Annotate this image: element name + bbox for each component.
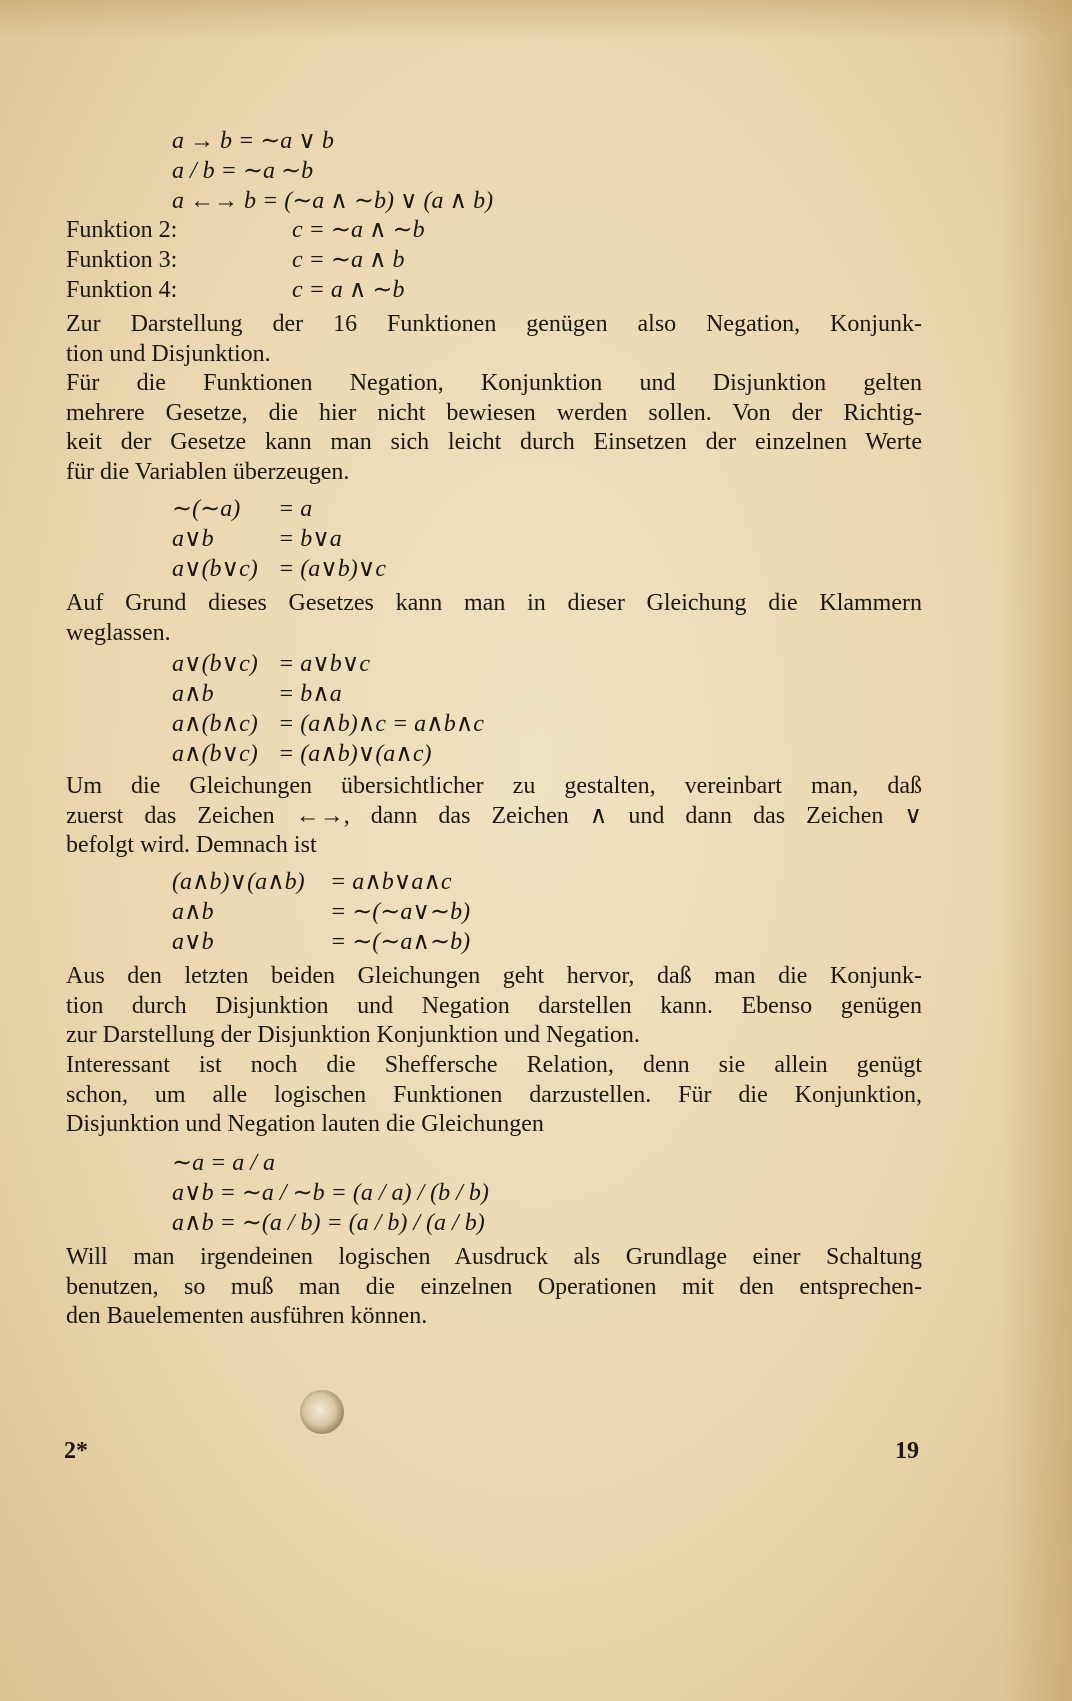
text-line: Für die Funktionen Negation, Konjunktion und Disjunktion gelten — [66, 370, 922, 396]
law-right: = ∼(∼a∧∼b) — [330, 929, 471, 955]
law-left: a∧b — [172, 681, 214, 707]
text-line: Auf Grund dieses Gesetzes kann man in dieser Gleichung die Klammern — [66, 590, 922, 616]
signature-mark: 2* — [64, 1438, 88, 1464]
function-formula: c = ∼a ∧ b — [292, 247, 405, 273]
text-line: Um die Gleichungen übersichtlicher zu gestalten, vereinbart man, daß — [66, 773, 922, 799]
page-number: 19 — [895, 1438, 919, 1464]
function-formula: c = a ∧ ∼b — [292, 277, 405, 303]
function-formula: c = ∼a ∧ ∼b — [292, 217, 425, 243]
text-line: tion durch Disjunktion und Negation darstellen kann. Ebenso genügen — [66, 992, 922, 1019]
sheffer-equation: a∧b = ∼(a / b) = (a / b) / (a / b) — [172, 1210, 485, 1236]
text-line: mehrere Gesetze, die hier nicht bewiesen werden sollen. Von der Richtig- — [66, 399, 922, 426]
law-left: a∨(b∨c) — [172, 556, 258, 582]
text-line: Disjunktion und Negation lauten die Gleichungen — [66, 1111, 544, 1137]
formula-sheffer: a / b = ∼a ∼b — [172, 158, 314, 184]
paper-hole — [300, 1390, 344, 1434]
text-line: zur Darstellung der Disjunktion Konjunktion und Negation. — [66, 1022, 640, 1048]
text-line: Zur Darstellung der 16 Funktionen genügen also Negation, Konjunk- — [66, 311, 922, 337]
function-label: Funktion 2: — [66, 217, 178, 243]
page-edge-shadow — [1002, 0, 1072, 1701]
law-right: = b∧a — [278, 681, 342, 707]
sheffer-equation: a∨b = ∼a / ∼b = (a / a) / (b / b) — [172, 1180, 489, 1206]
text-line: weglassen. — [66, 619, 171, 646]
law-right: = ∼(∼a∨∼b) — [330, 899, 471, 925]
page-top-shadow — [0, 0, 1072, 40]
law-right: = a∨b∨c — [278, 651, 370, 677]
paragraph — [66, 310, 922, 369]
text-line: befolgt wird. Demnach ist — [66, 832, 317, 858]
formula-implication: a → b = ∼a ∨ b — [172, 128, 334, 154]
paragraph — [66, 772, 922, 861]
text-line: schon, um alle logischen Funktionen darzustellen. Für die Konjunktion, — [66, 1081, 922, 1108]
law-right: = a∧b∨a∧c — [330, 869, 452, 895]
law-left: a∨b — [172, 526, 214, 552]
function-label: Funktion 3: — [66, 247, 178, 273]
law-left: a∧b — [172, 899, 214, 925]
law-left: ∼(∼a) — [172, 496, 241, 522]
text-line: Will man irgendeinen logischen Ausdruck als Grundlage einer Schaltung — [66, 1244, 922, 1270]
law-left: a∧(b∧c) — [172, 711, 258, 737]
text-line: den Bauelementen ausführen können. — [66, 1303, 428, 1329]
law-right: = (a∧b)∧c = a∧b∧c — [278, 711, 484, 737]
sheffer-equation: ∼a = a / a — [172, 1150, 275, 1176]
text-line: keit der Gesetze kann man sich leicht durch Einsetzen der einzelnen Werte — [66, 429, 922, 455]
text-line: benutzen, so muß man die einzelnen Operationen mit den entsprechen- — [66, 1273, 922, 1300]
text-line: tion und Disjunktion. — [66, 340, 271, 367]
paragraph — [66, 962, 922, 1051]
paragraph — [66, 1243, 922, 1332]
law-right: = a — [278, 496, 313, 522]
paragraph — [66, 589, 922, 648]
paragraph — [66, 369, 922, 487]
law-left: a∧(b∨c) — [172, 741, 258, 767]
law-right: = (a∧b)∨(a∧c) — [278, 741, 432, 767]
formula-equivalence: a ←→ b = (∼a ∧ ∼b) ∨ (a ∧ b) — [172, 188, 494, 214]
text-line: Aus den letzten beiden Gleichungen geht hervor, daß man die Konjunk- — [66, 963, 922, 989]
law-right: = (a∨b)∨c — [278, 556, 386, 582]
law-left: a∨b — [172, 929, 214, 955]
text-line: zuerst das Zeichen ←→, dann das Zeichen ∧ und dann das Zeichen ∨ — [66, 802, 922, 829]
function-label: Funktion 4: — [66, 277, 178, 303]
law-left: a∨(b∨c) — [172, 651, 258, 677]
law-right: = b∨a — [278, 526, 342, 552]
paragraph — [66, 1051, 922, 1140]
law-left: (a∧b)∨(a∧b) — [172, 869, 305, 895]
text-line: Interessant ist noch die Sheffersche Relation, denn sie allein genügt — [66, 1052, 922, 1078]
text-line: für die Variablen überzeugen. — [66, 458, 350, 485]
